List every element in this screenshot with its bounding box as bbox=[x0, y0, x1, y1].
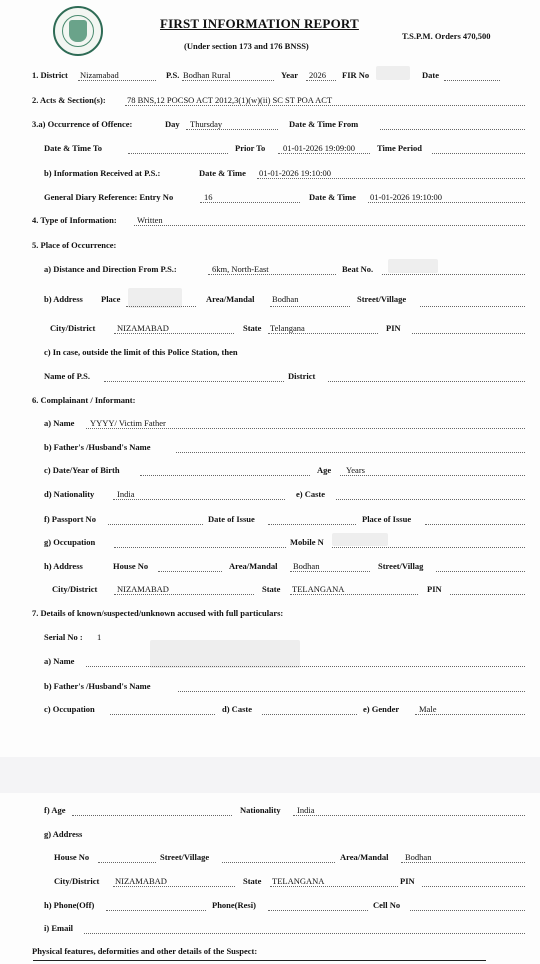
accused-city-value: NIZAMABAD bbox=[115, 876, 167, 886]
acts-label: 2. Acts & Section(s): bbox=[32, 95, 106, 105]
accused-nationality-value: India bbox=[297, 805, 315, 815]
street-village-label: Street/Village bbox=[357, 294, 407, 304]
complainant-area-label: Area/Mandal bbox=[229, 561, 278, 571]
distance-label: a) Distance and Direction From P.S.: bbox=[44, 264, 177, 274]
ps-label: P.S. bbox=[166, 70, 180, 80]
time-period-label: Time Period bbox=[377, 143, 422, 153]
district-label: 1. District bbox=[32, 70, 68, 80]
accused-occupation-label: c) Occupation bbox=[44, 704, 95, 714]
info-dt-label: Date & Time bbox=[199, 168, 246, 178]
distance-value: 6km, North-East bbox=[212, 264, 269, 274]
page-fold-gap bbox=[0, 757, 540, 793]
complainant-area-value: Bodhan bbox=[293, 561, 320, 571]
info-dt-value: 01-01-2026 19:10:00 bbox=[259, 168, 332, 178]
gd-dt-value: 01-01-2026 19:10:00 bbox=[370, 192, 443, 202]
serial-no-value: 1 bbox=[97, 632, 102, 642]
gd-label: General Diary Reference: Entry No bbox=[44, 192, 174, 202]
complainant-name-label: a) Name bbox=[44, 418, 75, 428]
outside-limit-label: c) In case, outside the limit of this Police Station, then bbox=[44, 347, 238, 357]
accused-gender-label: e) Gender bbox=[363, 704, 400, 714]
complainant-pin-label: PIN bbox=[427, 584, 442, 594]
accused-street-label: Street/Village bbox=[160, 852, 210, 862]
complainant-nationality-value: India bbox=[117, 489, 135, 499]
orders-reference: T.S.P.M. Orders 470,500 bbox=[402, 31, 491, 41]
dt-to-label: Date & Time To bbox=[44, 143, 103, 153]
day-label: Day bbox=[165, 119, 180, 129]
accused-address-label: g) Address bbox=[44, 829, 83, 839]
acts-value: 78 BNS,12 POCSO ACT 2012,3(1)(w)(ii) SC ST POA ACT bbox=[127, 95, 333, 105]
serial-no-label: Serial No : bbox=[44, 632, 83, 642]
accused-area-label: Area/Mandal bbox=[340, 852, 389, 862]
info-type-value: Written bbox=[137, 215, 163, 225]
government-emblem-logo bbox=[53, 6, 103, 56]
complainant-address-label: h) Address bbox=[44, 561, 83, 571]
complainant-state-label: State bbox=[262, 584, 281, 594]
info-type-label: 4. Type of Information: bbox=[32, 215, 117, 225]
fir-no-label: FIR No bbox=[342, 70, 370, 80]
redacted-beat-no bbox=[388, 259, 438, 273]
complainant-father-label: b) Father's /Husband's Name bbox=[44, 442, 151, 452]
gd-dt-label: Date & Time bbox=[309, 192, 356, 202]
date-label: Date bbox=[422, 70, 439, 80]
prior-label: Prior To bbox=[235, 143, 266, 153]
complainant-house-label: House No bbox=[113, 561, 149, 571]
city-district-label: City/District bbox=[50, 323, 96, 333]
accused-city-label: City/District bbox=[54, 876, 100, 886]
redacted-place bbox=[128, 288, 182, 308]
accused-gender-value: Male bbox=[419, 704, 437, 714]
accused-state-label: State bbox=[243, 876, 262, 886]
year-label: Year bbox=[281, 70, 298, 80]
info-received-label: b) Information Received at P.S.: bbox=[44, 168, 161, 178]
cell-no-label: Cell No bbox=[373, 900, 401, 910]
accused-pin-label: PIN bbox=[400, 876, 415, 886]
date-of-issue-label: Date of Issue bbox=[208, 514, 255, 524]
phone-resi-label: Phone(Resi) bbox=[212, 900, 256, 910]
accused-father-label: b) Father's /Husband's Name bbox=[44, 681, 151, 691]
complainant-name-value: YYYY/ Victim Father bbox=[90, 418, 166, 428]
accused-nationality-label: Nationality bbox=[240, 805, 281, 815]
redacted-mobile bbox=[332, 533, 388, 546]
city-district-value: NIZAMABAD bbox=[117, 323, 169, 333]
complainant-label: 6. Complainant / Informant: bbox=[32, 395, 136, 405]
report-title: FIRST INFORMATION REPORT bbox=[160, 16, 359, 31]
beat-label: Beat No. bbox=[342, 264, 374, 274]
mobile-label: Mobile N bbox=[290, 537, 324, 547]
accused-name-label: a) Name bbox=[44, 656, 75, 666]
complainant-city-label: City/District bbox=[52, 584, 98, 594]
accused-area-value: Bodhan bbox=[405, 852, 432, 862]
accused-house-label: House No bbox=[54, 852, 90, 862]
complainant-age-unit: Years bbox=[346, 465, 365, 475]
accused-caste-label: d) Caste bbox=[222, 704, 252, 714]
area-mandal-value: Bodhan bbox=[272, 294, 299, 304]
complainant-caste-label: e) Caste bbox=[296, 489, 326, 499]
complainant-nationality-label: d) Nationality bbox=[44, 489, 95, 499]
report-subtitle: (Under section 173 and 176 BNSS) bbox=[184, 41, 309, 51]
dt-from-label: Date & Time From bbox=[289, 119, 359, 129]
complainant-city-value: NIZAMABAD bbox=[117, 584, 169, 594]
passport-label: f) Passport No bbox=[44, 514, 96, 524]
redacted-accused-name bbox=[150, 640, 300, 668]
accused-state-value: TELANGANA bbox=[272, 876, 325, 886]
redacted-fir-no bbox=[376, 66, 410, 80]
outside-district-label: District bbox=[288, 371, 316, 381]
prior-value: 01-01-2026 19:09:00 bbox=[283, 143, 356, 153]
complainant-age-label: Age bbox=[317, 465, 332, 475]
name-of-ps-label: Name of P.S. bbox=[44, 371, 90, 381]
state-label: State bbox=[243, 323, 262, 333]
ps-value: Bodhan Rural bbox=[183, 70, 231, 80]
accused-age-label: f) Age bbox=[44, 805, 66, 815]
pin-label: PIN bbox=[386, 323, 401, 333]
district-value: Nizamabad bbox=[80, 70, 119, 80]
address-label: b) Address bbox=[44, 294, 83, 304]
phone-off-label: h) Phone(Off) bbox=[44, 900, 95, 910]
place-field-label: Place bbox=[101, 294, 121, 304]
complainant-street-label: Street/Villag bbox=[378, 561, 424, 571]
area-mandal-label: Area/Mandal bbox=[206, 294, 255, 304]
complainant-state-value: TELANGANA bbox=[292, 584, 345, 594]
state-value: Telangana bbox=[270, 323, 305, 333]
occurrence-label: 3.a) Occurrence of Offence: bbox=[32, 119, 133, 129]
complainant-dob-label: c) Date/Year of Birth bbox=[44, 465, 120, 475]
physical-features-label: Physical features, deformities and other details of the Suspect: bbox=[32, 946, 258, 956]
complainant-occupation-label: g) Occupation bbox=[44, 537, 96, 547]
place-of-issue-label: Place of Issue bbox=[362, 514, 412, 524]
gd-entry-value: 16 bbox=[204, 192, 213, 202]
email-label: i) Email bbox=[44, 923, 74, 933]
day-value: Thursday bbox=[190, 119, 223, 129]
year-value: 2026 bbox=[309, 70, 326, 80]
accused-details-label: 7. Details of known/suspected/unknown accused with full particulars: bbox=[32, 608, 284, 618]
place-label: 5. Place of Occurrence: bbox=[32, 240, 117, 250]
